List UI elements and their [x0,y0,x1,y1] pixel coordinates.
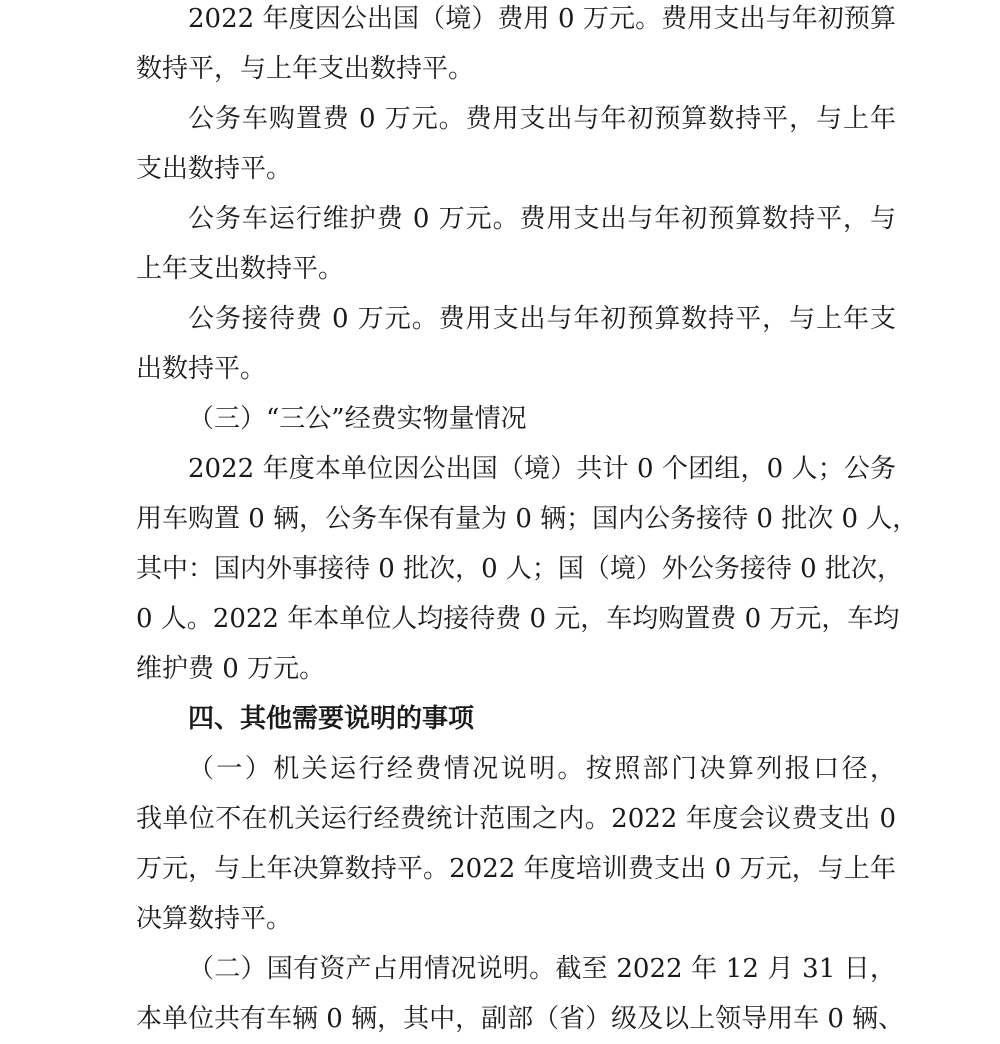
paragraph-line: 2022 年度本单位因公出国（境）共计 0 个团组，0 人；公务 [188,454,896,484]
paragraph-line: （二）国有资产占用情况说明。截至 2022 年 12 月 31 日， [188,954,896,984]
paragraph-line: 数持平，与上年支出数持平。 [136,54,475,84]
paragraph-line: （一）机关运行经费情况说明。按照部门决算列报口径， [188,754,896,784]
paragraph-line: 2022 年度因公出国（境）费用 0 万元。费用支出与年初预算 [188,4,896,34]
paragraph-line: 公务车购置费 0 万元。费用支出与年初预算数持平，与上年 [188,104,896,134]
paragraph-line: 0 人。2022 年本单位人均接待费 0 元，车均购置费 0 万元，车均 [136,604,900,634]
paragraph-line: 其中：国内外事接待 0 批次，0 人；国（境）外公务接待 0 批次， [136,554,903,584]
paragraph-line: 本单位共有车辆 0 辆，其中，副部（省）级及以上领导用车 0 辆、 [136,1004,905,1034]
section-subheading: （三）“三公”经费实物量情况 [188,404,527,434]
paragraph-line: 我单位不在机关运行经费统计范围之内。2022 年度会议费支出 0 [136,804,896,834]
paragraph-line: 维护费 0 万元。 [136,654,326,684]
section-heading: 四、其他需要说明的事项 [188,704,475,734]
paragraph-line: 万元，与上年决算数持平。2022 年度培训费支出 0 万元，与上年 [136,854,896,884]
paragraph-line: 上年支出数持平。 [136,254,345,284]
paragraph-line: 支出数持平。 [136,154,293,184]
paragraph-line: 公务车运行维护费 0 万元。费用支出与年初预算数持平，与 [188,204,896,234]
paragraph-line: 公务接待费 0 万元。费用支出与年初预算数持平，与上年支 [188,304,896,334]
paragraph-line: 用车购置 0 辆，公务车保有量为 0 辆；国内公务接待 0 批次 0 人， [136,504,919,534]
paragraph-line: 出数持平。 [136,354,267,384]
paragraph-line: 决算数持平。 [136,904,293,934]
